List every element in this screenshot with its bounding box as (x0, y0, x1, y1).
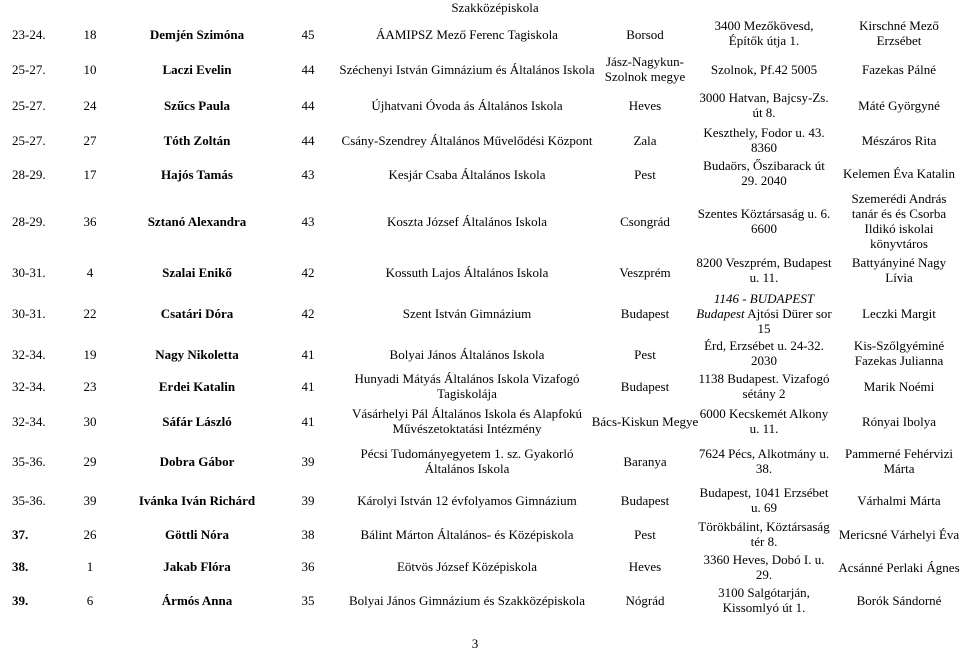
table-row-side (0, 156, 960, 190)
name-cell: Csatári Dóra (160, 305, 234, 321)
table-row-side (0, 86, 960, 124)
teacher-cell: Pammerné Fehérvizi Márta (845, 446, 953, 476)
rank-cell: 28-29. (12, 166, 46, 182)
county-cell: Zala (633, 132, 657, 148)
county-cell: Pest (634, 526, 656, 542)
school-cell: Bálint Márton Általános- és Középiskola (360, 526, 574, 542)
school-cell: Pécsi Tudományegyetem 1. sz. Gyakorló Általános Iskola (360, 446, 574, 476)
teacher-cell: Kis-Szőlgyéminé Fazekas Julianna (853, 338, 945, 368)
county-cell: Budapest (620, 492, 670, 508)
county-cell: Csongrád (620, 213, 670, 229)
name-cell: Erdei Katalin (158, 378, 236, 394)
number-cell: 10 (83, 61, 97, 77)
rank-cell: 35-36. (12, 492, 46, 508)
rank-cell: 25-27. (12, 97, 46, 113)
rank-cell: 25-27. (12, 61, 46, 77)
school-cell: Kossuth Lajos Általános Iskola (385, 264, 549, 280)
score-cell: 44 (301, 61, 315, 77)
table-row (0, 368, 960, 404)
school-cell: ÁAMIPSZ Mező Ferenc Tagiskola (376, 26, 558, 42)
teacher-cell: Fazekas Pálné (861, 61, 936, 77)
teacher-cell: Szemerédi András tanár és és Csorba Ildikó iskolai könyvtáros (851, 191, 947, 251)
score-cell: 41 (301, 413, 315, 429)
score-cell: 44 (301, 132, 315, 148)
score-cell: 41 (301, 378, 315, 394)
school-cell: Kesjár Csaba Általános Iskola (388, 166, 546, 182)
table-row-side (0, 483, 960, 517)
address-cell: 8200 Veszprém, Budapest u. 11. (696, 255, 832, 285)
score-cell: 35 (301, 592, 315, 608)
rank-cell: 30-31. (12, 264, 46, 280)
table-row-side (0, 10, 960, 56)
school-cell: Koszta József Általános Iskola (387, 213, 547, 229)
table-row (0, 444, 960, 478)
table-row (0, 122, 960, 158)
school-cell: Szent István Gimnázium (402, 305, 532, 321)
teacher-cell: Acsánné Perlaki Ágnes (838, 559, 960, 575)
rank-cell: 37. (12, 526, 29, 542)
rank-cell: 32-34. (12, 413, 46, 429)
rank-cell: 25-27. (12, 132, 46, 148)
county-cell: Jász-Nagykun-Szolnok megye (604, 54, 686, 84)
score-cell: 45 (301, 26, 315, 42)
number-cell: 27 (83, 132, 97, 148)
rank-cell: 30-31. (12, 305, 46, 321)
number-cell: 1 (86, 558, 94, 574)
teacher-cell: Marik Noémi (863, 378, 935, 394)
name-cell: Ármós Anna (161, 592, 233, 608)
name-cell: Göttli Nóra (165, 526, 229, 542)
school-cell: Újhatvani Óvoda ás Általános Iskola (371, 97, 563, 113)
teacher-cell: Mericsné Várhelyi Éva (838, 526, 960, 542)
teacher-cell: Leczki Margit (862, 305, 936, 321)
address-cell: Budapest, 1041 Erzsébet u. 69 (699, 485, 829, 515)
header-fragment: Szakközépiskola (451, 0, 539, 15)
name-cell: Demjén Szimóna (149, 26, 245, 42)
address-cell: Szolnok, Pf.42 5005 (710, 61, 818, 77)
name-cell: Dobra Gábor (159, 453, 235, 469)
name-cell: Szalai Enikő (162, 264, 232, 280)
county-cell: Heves (628, 558, 662, 574)
school-cell: Bolyai János Gimnázium és Szakközépiskola (348, 592, 586, 608)
school-cell: Csány-Szendrey Általános Művelődési Központ (341, 132, 593, 148)
name-cell: Nagy Nikoletta (155, 346, 239, 362)
number-cell: 30 (83, 413, 97, 429)
name-cell: Tóth Zoltán (163, 132, 231, 148)
table-row (0, 584, 960, 616)
score-cell: 39 (301, 453, 315, 469)
address-cell: Budaörs, Őszibarack út 29. 2040 (703, 158, 825, 188)
address-cell: 7624 Pécs, Alkotmány u. 38. (698, 446, 830, 476)
number-cell: 39 (83, 492, 97, 508)
teacher-cell: Mészáros Rita (861, 132, 937, 148)
address-cell: 3000 Hatvan, Bajcsy-Zs. út 8. (699, 90, 829, 120)
rank-cell: 32-34. (12, 346, 46, 362)
table-row-side (0, 336, 960, 370)
address-cell: 6000 Kecskemét Alkony u. 11. (699, 406, 829, 436)
school-cell: Vásárhelyi Pál Általános Iskola és Alapfokú Művészetoktatási Intézmény (352, 406, 582, 436)
page-number: 3 (471, 636, 479, 651)
county-cell: Bács-Kiskun Megye (591, 413, 699, 429)
teacher-cell: Várhalmi Márta (857, 492, 941, 508)
teacher-cell: Rónyai Ibolya (861, 413, 936, 429)
name-cell: Hajós Tamás (161, 166, 233, 182)
number-cell: 4 (86, 264, 94, 280)
teacher-cell: Máté Györgyné (858, 97, 940, 113)
name-cell: Sztanó Alexandra (147, 213, 247, 229)
score-cell: 42 (301, 264, 315, 280)
number-cell: 18 (83, 26, 97, 42)
address-cell: 1138 Budapest. Vizafogó sétány 2 (698, 371, 830, 401)
county-cell: Budapest (620, 305, 670, 321)
score-cell: 41 (301, 346, 315, 362)
address-cell: Törökbálint, Köztársaság tér 8. (698, 519, 830, 549)
county-cell: Nógrád (625, 592, 665, 608)
county-cell: Veszprém (619, 264, 671, 280)
number-cell: 17 (83, 166, 97, 182)
score-cell: 43 (301, 213, 315, 229)
county-cell: Borsod (626, 26, 664, 42)
address-cell: 3360 Heves, Dobó I. u. 29. (703, 552, 825, 582)
teacher-cell: Battyányiné Nagy Lívia (851, 255, 947, 285)
score-cell: 43 (301, 166, 315, 182)
teacher-cell: Borók Sándorné (856, 592, 942, 608)
school-cell: Bolyai János Általános Iskola (389, 346, 545, 362)
rank-cell: 39. (12, 592, 29, 608)
score-cell: 36 (301, 558, 315, 574)
teacher-cell: Kirschné Mező Erzsébet (859, 18, 939, 48)
number-cell: 22 (83, 305, 97, 321)
school-cell: Károlyi István 12 évfolyamos Gimnázium (357, 492, 577, 508)
score-cell: 39 (301, 492, 315, 508)
address-cell: 3400 Mezőkövesd, Építők útja 1. (714, 18, 814, 48)
address-cell: Érd, Erzsébet u. 24-32. 2030 (704, 338, 824, 368)
rank-cell: 38. (12, 558, 29, 574)
address-cell: Keszthely, Fodor u. 43. 8360 (703, 125, 825, 155)
number-cell: 6 (86, 592, 94, 608)
name-cell: Sáfár László (162, 413, 232, 429)
address-city-caps: 1146 - BUDAPEST (713, 290, 815, 306)
address-city: Budapest (696, 305, 745, 321)
number-cell: 23 (83, 378, 97, 394)
school-cell: Hunyadi Mátyás Általános Iskola Vizafogó Tagiskolája (354, 371, 580, 401)
county-cell: Budapest (620, 378, 670, 394)
number-cell: 36 (83, 213, 97, 229)
rank-cell: 23-24. (12, 26, 46, 42)
name-cell: Jakab Flóra (163, 558, 231, 574)
rank-cell: 28-29. (12, 213, 46, 229)
address-street: Ajtósi Dürer sor 15 (747, 305, 832, 336)
name-cell: Ivánka Iván Richárd (138, 492, 256, 508)
name-cell: Szűcs Paula (163, 97, 231, 113)
number-cell: 19 (83, 346, 97, 362)
rank-cell: 35-36. (12, 453, 46, 469)
score-cell: 44 (301, 97, 315, 113)
number-cell: 24 (83, 97, 97, 113)
number-cell: 29 (83, 453, 97, 469)
teacher-cell: Kelemen Éva Katalin (843, 165, 955, 181)
county-cell: Pest (634, 166, 656, 182)
address-cell: Szentes Köztársaság u. 6. 6600 (697, 206, 831, 236)
address-cell (696, 288, 832, 338)
table-row (0, 403, 960, 439)
score-cell: 38 (301, 526, 315, 542)
address-cell: 3100 Salgótarján, Kissomlyó út 1. (718, 585, 810, 615)
table-row (0, 52, 960, 86)
table-row-side (0, 549, 960, 585)
number-cell: 26 (83, 526, 97, 542)
county-cell: Heves (628, 97, 662, 113)
score-cell: 42 (301, 305, 315, 321)
school-cell: Széchenyi István Gimnázium és Általános Iskola (339, 61, 595, 77)
school-cell: Eötvös József Középiskola (396, 558, 538, 574)
table-row-side (0, 288, 960, 338)
county-cell: Pest (634, 346, 656, 362)
name-cell: Laczi Evelin (162, 61, 232, 77)
table-row-side (0, 253, 960, 287)
table-row-side (0, 516, 960, 552)
table-row-side (0, 190, 960, 252)
county-cell: Baranya (623, 453, 667, 469)
rank-cell: 32-34. (12, 378, 46, 394)
